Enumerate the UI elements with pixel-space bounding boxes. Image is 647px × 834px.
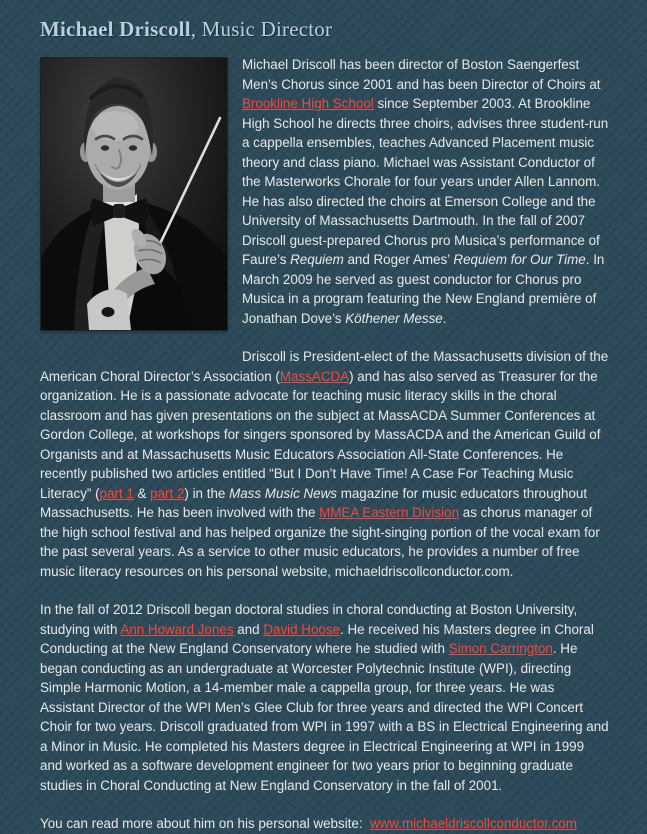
text-run: . [442,310,447,326]
text-run: Driscoll is President-elect of the Massachusetts division of the American Choral Director’s Association ( [40,349,609,384]
bio-content [40,55,610,834]
portrait-photo [40,57,228,331]
text-run: You can read more about him on his personal website: [40,816,371,831]
conductor-portrait-image [41,58,227,330]
brookline-high-school-link[interactable]: Brookline High School [242,96,374,111]
ann-howard-jones-link[interactable]: Ann Howard Jones [120,621,234,637]
mmea-eastern-division-link[interactable]: MMEA Eastern Division [319,505,460,520]
personal-website-link[interactable]: www.michaeldriscollconductor.com [370,816,577,831]
simon-carrington-link[interactable]: Simon Carrington [448,641,553,656]
italic-text: Köthener Messe [345,310,443,326]
david-hoose-link[interactable]: David Hoose [263,621,340,637]
text-run: & [133,485,151,501]
page-title-name: Michael Driscoll [40,17,191,41]
bio-paragraph-website [40,814,610,834]
massacda-link[interactable]: MassACDA [279,368,350,384]
text-run: as chorus manager of the high school festival and has helped organize the sight-singing portion of the vocal exam for the past several years. As a service to other music educators, he provides a number of free music literacy resources on his personal website, michaeldriscollconductor.com. [40,505,600,579]
text-run: magazine for music educators throughout Massachusetts. He has been involved with the [40,485,588,520]
text-run: . In March 2009 he served as guest conductor for Chorus pro Musica in a program featuring the New England première of Jonathan Dove’s [242,252,605,326]
text-run: . He began conducting as an undergraduate at Worcester Polytechnic Institute (WPI), directing Simple Harmonic Motion, a 14-member male a cappella group, for three years. He was Assistant Director of the WPI Men’s Glee Club for three years and directed the WPI Concert Choir for two years. Driscoll graduated from WPI in 1997 with a BS in Electrical Engineering and a Minor in Music. He completed his Masters degree in Electrical Engineering at WPI in 1999 and worked as a software development engineer for two years prior to beginning graduate studies in Choral Conducting at New England Conservatory in the fall of 2001. [40,641,609,793]
page-title-role: , Music Director [190,17,333,41]
italic-text: Requiem for Our Time [453,252,586,267]
text-run: and [233,621,264,637]
text-run: Michael Driscoll has been director of Boston Saengerfest Men’s Chorus since 2001 and has been Director of Choirs at [242,57,601,92]
page-title [40,16,610,42]
part-1-link[interactable]: part 1 [99,485,134,501]
text-run: since September 2003. At Brookline High School he directs three choirs, advises three student-run a cappella ensembles, teaches Advanced Placement music theory and class piano. Michael was Assistant Conductor of the Masterworks Chorale for four years under Allen Lannom. He has also directed the choirs at Emerson College and the University of Massachusetts Dartmouth. In the fall of 2007 Driscoll guest-prepared Chorus pro Musica’s performance of Faure’s [242,96,609,267]
bio-paragraph-2 [40,347,610,581]
part-2-link[interactable]: part 2 [150,485,185,501]
text-run: ) and has also served as Treasurer for the organization. He is a passionate advocate for teaching music literacy skills in the choral classroom and has given presentations on the subject at MassACDA Summer Conferences at Gordon College, at workshops for singers sponsored by MassACDA and the American Guild of Organists and at Massachusetts Music Educators Association All-State Conferences. He recently published two articles entitled “But I Don’t Have Time! A Case For Teaching Music Literacy” ( [40,368,601,501]
text-run: ) in the [184,485,230,501]
text-run: In the fall of 2012 Driscoll began doctoral studies in choral conducting at Boston University, studying with [40,602,578,637]
italic-text: Requiem [290,252,344,267]
italic-text: Mass Music News [229,485,337,501]
bio-paragraph-3 [40,600,610,795]
text-run: . He received his Masters degree in Choral Conducting at the New England Conservatory where he studied with [40,621,594,656]
text-run: and Roger Ames’ [343,252,454,267]
